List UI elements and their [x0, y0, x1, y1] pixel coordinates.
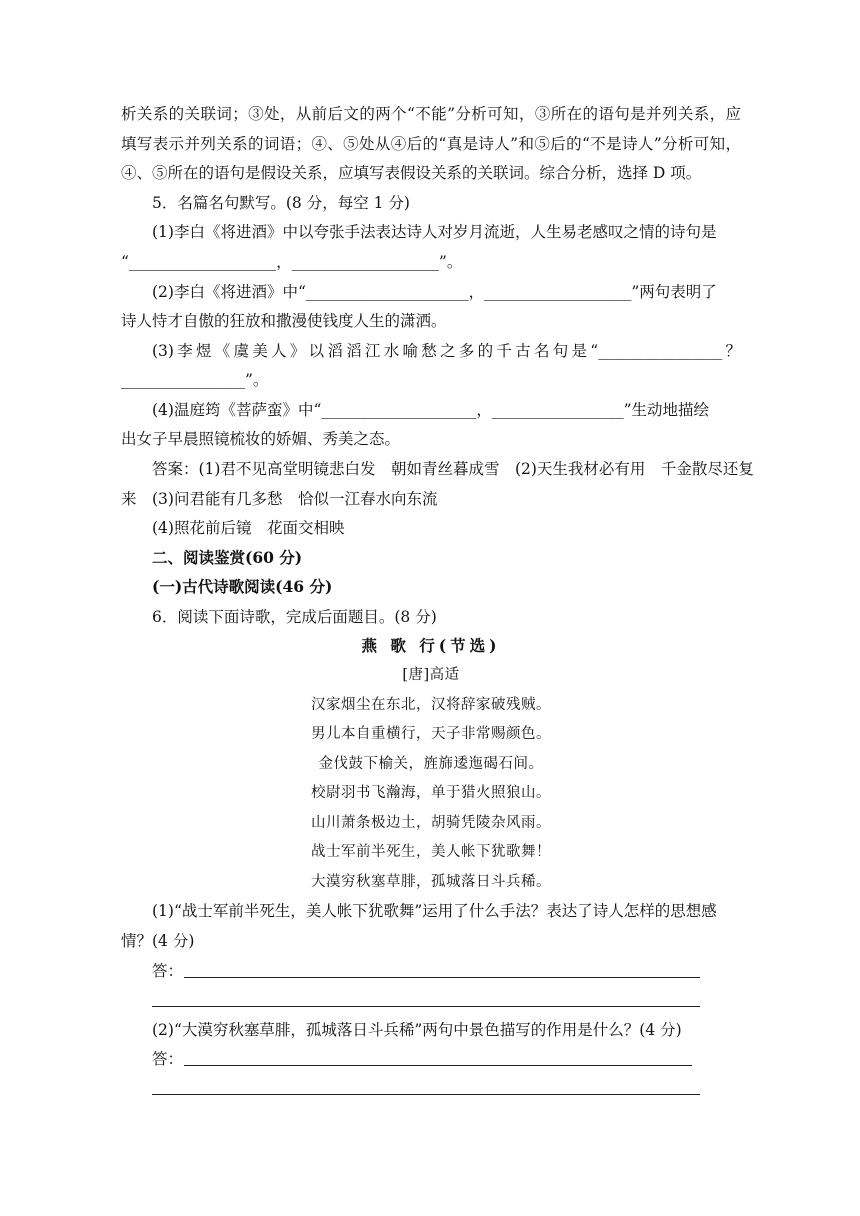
question-5-3-prompt: (3)李煜《虞美人》以滔滔江水喻愁之多的千古名句是“________________？: [152, 342, 741, 360]
explanation-line-1: 析关系的关联词；③处，从前后文的两个“不能”分析可知，③所在的语句是并列关系，应: [121, 105, 741, 123]
section-2-heading: 二、阅读鉴赏(60 分): [152, 548, 303, 567]
question-6-1-continued: 情？(4 分): [121, 932, 195, 950]
poem-verse: 战士军前半死生，美人帐下犹歌舞！: [311, 844, 551, 860]
question-5-1-prompt: (1)李白《将进酒》中以夸张手法表达诗人对岁月流逝，人生易老感叹之情的诗句是: [152, 223, 717, 241]
question-5-4-continued: 出女子早晨照镜梳妆的娇媚、秀美之态。: [121, 430, 401, 448]
explanation-line-2: 填写表示并列关系的词语；④、⑤处从④后的“真是诗人”和⑤后的“不是诗人”分析可知，: [121, 135, 741, 153]
question-5-heading: 5．名篇名句默写。(8 分，每空 1 分): [152, 194, 410, 212]
answer-label-2: 答：: [152, 1050, 184, 1068]
poem-verse: 大漠穷秋塞草腓，孤城落日斗兵稀。: [311, 874, 551, 890]
answer-line-3: (4)照花前后镜 花面交相映: [152, 519, 345, 537]
poem-verse: 汉家烟尘在东北，汉将辞家破残贼。: [311, 697, 551, 713]
poem-author: [唐]高适: [402, 667, 460, 683]
answer-blank-line[interactable]: [184, 977, 700, 978]
poem-verse: 男儿本自重横行，天子非常赐颜色。: [311, 726, 551, 742]
answer-line-1: 答案：(1)君不见高堂明镜悲白发 朝如青丝暮成雪 (2)天生我材必有用 千金散尽还复: [152, 460, 754, 478]
section-2-1-heading: (一)古代诗歌阅读(46 分): [152, 577, 333, 596]
poem-verse: 校尉羽书飞瀚海，单于猎火照狼山。: [311, 785, 551, 801]
poem-verse: 山川萧条极边土，胡骑凭陵杂风雨。: [311, 815, 551, 831]
question-5-4-prompt: (4)温庭筠《菩萨蛮》中“____________________，_________________”生动地描绘: [152, 401, 710, 419]
answer-blank-line[interactable]: [152, 1094, 700, 1095]
answer-blank-line[interactable]: [152, 1006, 700, 1007]
answer-blank-line[interactable]: [184, 1065, 692, 1066]
question-6-heading: 6．阅读下面诗歌，完成后面题目。(8 分): [152, 608, 437, 626]
question-6-2-prompt: (2)“大漠穷秋塞草腓，孤城落日斗兵稀”两句中景色描写的作用是什么？(4 分): [152, 1021, 682, 1039]
answer-label-1: 答：: [152, 962, 184, 980]
answer-line-2: 来 (3)问君能有几多愁 恰似一江春水向东流: [121, 490, 438, 508]
question-5-2-prompt: (2)李白《将进酒》中“_____________________，___________________”两句表明了: [152, 283, 717, 301]
question-5-1-blanks: “___________________，___________________”。: [121, 253, 463, 271]
poem-title: 燕 歌 行(节选): [361, 636, 501, 655]
question-5-2-continued: 诗人恃才自傲的狂放和撒漫使钱度人生的潇洒。: [121, 312, 447, 330]
explanation-line-3: ④、⑤所在的语句是假设关系，应填写表假设关系的关联词。综合分析，选择 D 项。: [121, 164, 702, 182]
poem-verse: 金伐鼓下榆关，旌旆逶迤碣石间。: [318, 756, 544, 772]
question-6-1-prompt: (1)“战士军前半死生，美人帐下犹歌舞”运用了什么手法？表达了诗人怎样的思想感: [152, 902, 717, 920]
question-5-3-blanks: ________________”。: [121, 371, 269, 389]
